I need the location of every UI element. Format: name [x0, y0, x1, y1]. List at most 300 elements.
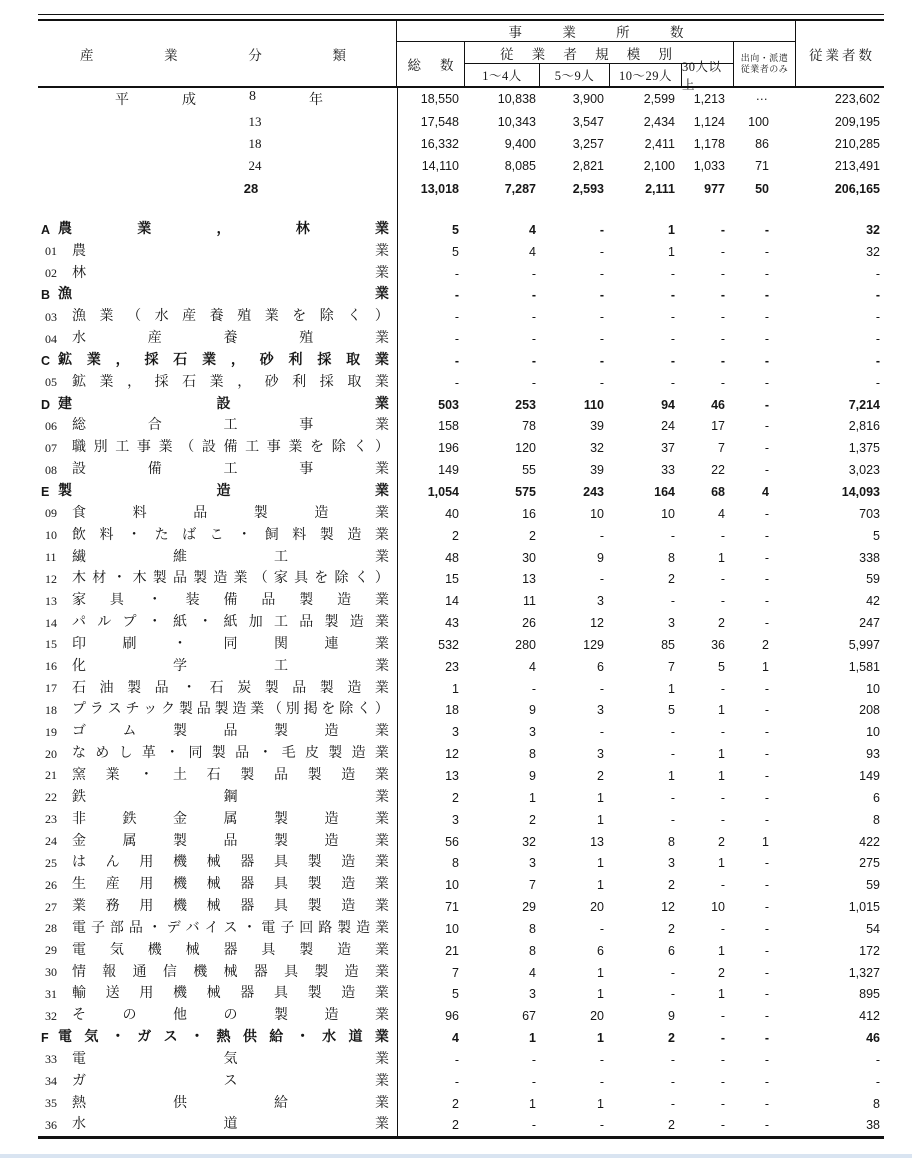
value-cell: 5 [452, 222, 459, 237]
value-cell: 1 [762, 834, 769, 849]
value-cell: - [670, 812, 675, 827]
value-cell: 172 [859, 943, 880, 958]
industry-label-cell [38, 306, 397, 328]
industry-label-cell [38, 743, 397, 765]
value-cell: - [875, 310, 880, 325]
year-row [38, 88, 884, 110]
value-cell: 3,900 [572, 92, 604, 107]
value-cell: 1 [597, 1096, 604, 1111]
value-cell: 3 [668, 856, 675, 871]
value-cell: 10 [866, 681, 880, 696]
value-cell: 6 [668, 943, 675, 958]
value-cell: - [720, 288, 725, 303]
value-cell: 36 [711, 637, 725, 652]
value-cell: 4 [529, 659, 536, 674]
value-cell: - [720, 594, 725, 609]
value-cell: 21 [445, 943, 459, 958]
value-cell: 2 [452, 790, 459, 805]
value-cell: 412 [859, 1009, 880, 1024]
industry-row [38, 416, 884, 438]
industry-row [38, 503, 884, 525]
industry-label-cell [38, 481, 397, 503]
industry-code: 03 [45, 309, 57, 324]
industry-label-cell [38, 765, 397, 787]
industry-row [38, 1115, 884, 1137]
value-cell: 10,838 [497, 92, 536, 107]
industry-code: 01 [45, 244, 57, 259]
value-cell: 1 [597, 878, 604, 893]
industry-code: 13 [45, 593, 57, 608]
value-cell: - [720, 572, 725, 587]
value-cell: 247 [859, 616, 880, 631]
year-number: 24 [248, 158, 262, 174]
value-cell: 2 [529, 812, 536, 827]
value-cell: 30 [522, 550, 536, 565]
value-cell: - [720, 812, 725, 827]
value-cell: 2 [452, 528, 459, 543]
col-header-establishments [397, 21, 795, 42]
industry-label-cell [38, 1005, 397, 1027]
industry-code: 07 [45, 440, 57, 455]
industry-label: 漁 業 （ 水 産 養 殖 業 を 除 く ） [72, 309, 389, 325]
value-cell: 13 [522, 572, 536, 587]
value-cell: - [454, 288, 459, 303]
industry-label-cell [38, 852, 397, 874]
value-cell: - [531, 1118, 536, 1133]
col-header-size-10-29: 10〜29人 [610, 64, 682, 86]
value-cell: 7 [668, 659, 675, 674]
value-cell: 7 [452, 965, 459, 980]
value-cell: - [764, 856, 769, 871]
value-cell: 1 [529, 1031, 536, 1046]
industry-label-cell [38, 1027, 397, 1049]
industry-label: そ の 他 の 製 造 業 [72, 1008, 389, 1024]
value-cell: 6 [597, 943, 604, 958]
value-cell: 110 [583, 397, 604, 412]
value-cell: 10 [590, 506, 604, 521]
section-row [38, 1027, 884, 1049]
value-cell: - [764, 725, 769, 740]
industry-code: 32 [45, 1008, 57, 1023]
industry-row [38, 874, 884, 896]
value-cell: - [764, 375, 769, 390]
value-cell: - [531, 266, 536, 281]
value-cell: 10 [866, 725, 880, 740]
year-number: 13 [248, 113, 262, 129]
value-cell: 4 [529, 222, 536, 237]
value-cell: - [764, 1096, 769, 1111]
value-cell: 2 [718, 834, 725, 849]
industry-label-cell [38, 437, 397, 459]
industry-row [38, 940, 884, 962]
value-cell: 16 [522, 506, 536, 521]
industry-label-cell [38, 328, 397, 350]
industry-label: プ ラ ス チ ッ ク 製 品 製 造 業 （ 別 掲 を 除 く ） [72, 702, 389, 718]
value-cell: - [670, 965, 675, 980]
industry-code: 24 [45, 834, 57, 848]
value-cell: - [454, 332, 459, 347]
value-cell: 1,327 [848, 965, 880, 980]
value-cell: 977 [704, 181, 725, 196]
year-label-cell [38, 155, 397, 177]
industry-label-cell [38, 721, 397, 743]
value-cell: 7,287 [504, 181, 536, 196]
industry-code: 36 [45, 1117, 57, 1132]
industry-label-cell [38, 1115, 397, 1137]
industry-code: 10 [45, 528, 57, 543]
industry-label-cell [38, 1071, 397, 1093]
year-row [38, 155, 884, 177]
value-cell: - [599, 1074, 604, 1089]
industry-row [38, 437, 884, 459]
industry-row [38, 568, 884, 590]
industry-label: は ん 用 機 械 器 具 製 造 業 [72, 855, 389, 871]
table-sheet [38, 14, 884, 1139]
value-cell: 5,997 [848, 637, 880, 652]
industry-code: 23 [45, 812, 57, 827]
value-cell: - [764, 768, 769, 783]
bottom-rule [38, 1136, 884, 1139]
value-cell: 3 [668, 616, 675, 631]
value-cell: 895 [859, 987, 880, 1002]
value-cell: - [764, 812, 769, 827]
industry-code: D [41, 397, 51, 412]
industry-code: A [41, 222, 51, 237]
industry-label: 非 鉄 金 属 製 造 業 [72, 811, 389, 827]
year-label-cell [38, 88, 397, 110]
value-cell: - [875, 288, 880, 303]
value-cell: 503 [438, 397, 459, 412]
value-cell: 149 [859, 768, 880, 783]
value-cell: - [670, 1052, 675, 1067]
value-cell: 59 [866, 878, 880, 893]
industry-row [38, 372, 884, 394]
value-cell: 93 [866, 747, 880, 762]
value-cell: - [764, 1031, 769, 1046]
value-cell: 253 [515, 397, 536, 412]
value-cell: 223,602 [834, 92, 880, 107]
value-cell: 1,054 [427, 485, 459, 499]
by-employee-size-label: 従 業 者 規 模 別 [500, 46, 672, 62]
value-cell: 3,257 [572, 136, 604, 151]
industry-label-cell [38, 700, 397, 722]
table-body [38, 88, 884, 1136]
industry-label: 木 材 ・ 木 製 品 製 造 業 （ 家 具 を 除 く ） [72, 571, 389, 587]
value-cell: 94 [661, 397, 675, 412]
value-cell: - [670, 332, 675, 347]
value-cell: 1 [668, 768, 675, 783]
value-cell: 96 [445, 1009, 459, 1024]
value-cell: 4 [762, 485, 769, 499]
value-cell: 1 [597, 987, 604, 1002]
industry-label: 情 報 通 信 機 械 器 具 製 造 業 [72, 964, 389, 980]
value-cell: - [764, 310, 769, 325]
value-cell: 2 [668, 921, 675, 936]
value-cell: 16,332 [420, 136, 459, 151]
value-cell: 8 [668, 834, 675, 849]
industry-code: 11 [45, 550, 57, 565]
value-cell: - [599, 1118, 604, 1133]
industry-label-cell [38, 896, 397, 918]
industry-row [38, 547, 884, 569]
value-cell: - [875, 1052, 880, 1067]
value-cell: 10 [445, 878, 459, 893]
value-cell: - [764, 965, 769, 980]
col-header-industry-classification [38, 21, 397, 86]
value-cell: - [531, 1074, 536, 1089]
industry-row [38, 787, 884, 809]
value-cell: - [764, 528, 769, 543]
value-cell: 206,165 [834, 181, 880, 196]
industry-label: 家 具 ・ 装 備 品 製 造 業 [72, 593, 389, 609]
industry-label: 漁 業 [58, 287, 389, 303]
value-cell: 13 [590, 834, 604, 849]
value-cell: 86 [755, 136, 769, 151]
value-cell: 2 [452, 1096, 459, 1111]
value-cell: 20 [590, 1009, 604, 1024]
value-cell: - [720, 332, 725, 347]
value-cell: - [599, 310, 604, 325]
value-cell: 5 [452, 987, 459, 1002]
value-cell: 20 [590, 900, 604, 915]
value-cell: 5 [718, 659, 725, 674]
industry-label: 石 油 製 品 ・ 石 炭 製 品 製 造 業 [72, 680, 389, 696]
value-cell: - [454, 1074, 459, 1089]
value-cell: 17 [711, 419, 725, 434]
industry-label: 繊 維 工 業 [72, 549, 389, 565]
section-row [38, 394, 884, 416]
industry-row [38, 962, 884, 984]
value-cell: 55 [522, 463, 536, 478]
value-cell: - [670, 747, 675, 762]
value-cell: 1 [597, 965, 604, 980]
value-cell: - [670, 288, 675, 303]
value-cell: 12 [590, 616, 604, 631]
industry-code: 09 [45, 506, 57, 521]
value-cell: 78 [522, 419, 536, 434]
value-cell: - [454, 310, 459, 325]
value-cell: 1,581 [848, 659, 880, 674]
industry-code: 26 [45, 877, 57, 892]
industry-row [38, 612, 884, 634]
industry-code: 17 [45, 681, 57, 696]
value-cell: - [720, 790, 725, 805]
value-cell: - [599, 222, 604, 237]
industry-label: 水 産 養 殖 業 [72, 331, 389, 347]
value-cell: 71 [755, 159, 769, 174]
value-cell: - [764, 419, 769, 434]
value-cell: - [720, 878, 725, 893]
section-row [38, 284, 884, 306]
industry-label: 水 道 業 [72, 1117, 389, 1133]
col-header-size-5-9: 5〜9人 [540, 64, 610, 86]
industry-label-cell [38, 787, 397, 809]
value-cell: 1 [597, 790, 604, 805]
value-cell: 2 [718, 616, 725, 631]
value-cell: 43 [445, 616, 459, 631]
industry-label-cell [38, 874, 397, 896]
value-cell: - [764, 353, 769, 368]
value-cell: - [875, 375, 880, 390]
industry-code: 29 [45, 943, 57, 958]
value-cell: 1,178 [693, 136, 725, 151]
value-cell: - [531, 681, 536, 696]
value-cell: - [599, 725, 604, 740]
value-cell: 32 [522, 834, 536, 849]
value-cell: - [764, 1118, 769, 1133]
industry-label-cell [38, 372, 397, 394]
value-cell: 532 [438, 637, 459, 652]
page-edge-strip [0, 1154, 912, 1158]
value-cell: - [764, 572, 769, 587]
value-cell: 4 [529, 244, 536, 259]
value-cell: - [764, 244, 769, 259]
value-cell: 3,023 [848, 463, 880, 478]
value-cell: - [764, 397, 769, 412]
value-cell: 8 [529, 921, 536, 936]
value-cell: 2 [718, 965, 725, 980]
value-cell: 1,015 [848, 900, 880, 915]
industry-code: 05 [45, 375, 57, 390]
year-row [38, 133, 884, 155]
value-cell: 1,033 [693, 159, 725, 174]
industry-label: 設 備 工 事 業 [72, 462, 389, 478]
industry-code: C [41, 353, 51, 368]
value-cell: 2,434 [643, 114, 675, 129]
top-rule-outer [38, 14, 884, 15]
value-cell: 13 [445, 768, 459, 783]
value-cell: - [764, 703, 769, 718]
industry-label: 窯 業 ・ 土 石 製 品 製 造 業 [72, 767, 389, 783]
industry-row [38, 743, 884, 765]
industry-label: 輸 送 用 機 械 器 具 製 造 業 [72, 986, 389, 1002]
value-cell: 68 [711, 485, 725, 499]
value-cell: - [720, 725, 725, 740]
value-cell: 2,816 [848, 419, 880, 434]
industry-row [38, 918, 884, 940]
value-cell: 1 [597, 812, 604, 827]
industry-label-cell [38, 568, 397, 590]
value-cell: 39 [590, 419, 604, 434]
value-cell: 14 [445, 594, 459, 609]
value-cell: 10,343 [497, 114, 536, 129]
value-cell: 9 [597, 550, 604, 565]
value-cell: 59 [866, 572, 880, 587]
industry-code: 34 [45, 1074, 57, 1089]
value-cell: 2 [668, 878, 675, 893]
value-cell: 13,018 [420, 181, 459, 196]
value-cell: 8 [873, 812, 880, 827]
industry-label: 熱 供 給 業 [72, 1095, 389, 1111]
industry-code: 22 [45, 790, 57, 805]
industry-classification-label: 産 業 分 類 [80, 47, 346, 63]
value-cell: 1,375 [848, 441, 880, 456]
col-header-total [397, 42, 465, 86]
industry-code: 33 [45, 1052, 57, 1067]
value-cell: 338 [859, 550, 880, 565]
value-cell: 422 [859, 834, 880, 849]
value-cell: - [764, 900, 769, 915]
value-cell: - [670, 1096, 675, 1111]
year-row [38, 110, 884, 132]
value-cell: - [599, 288, 604, 303]
value-cell: - [670, 594, 675, 609]
value-cell: 1 [718, 747, 725, 762]
value-cell: 46 [866, 1031, 880, 1046]
value-cell: - [764, 747, 769, 762]
industry-label: 化 学 工 業 [72, 658, 389, 674]
value-cell: - [764, 987, 769, 1002]
value-cell: 9 [668, 1009, 675, 1024]
industry-row [38, 1093, 884, 1115]
value-cell: 8 [529, 943, 536, 958]
value-cell: 39 [590, 463, 604, 478]
industry-label-cell [38, 612, 397, 634]
industry-label: 農 業 ， 林 業 [58, 221, 389, 237]
value-cell: 1,213 [693, 92, 725, 107]
year-label-cell [38, 133, 397, 155]
value-cell: 1 [718, 943, 725, 958]
establishments-label: 事 業 所 数 [508, 25, 684, 40]
industry-label: な め し 革 ・ 同 製 品 ・ 毛 皮 製 造 業 [72, 746, 389, 762]
value-cell: - [599, 332, 604, 347]
industry-row [38, 656, 884, 678]
value-cell: - [764, 616, 769, 631]
value-cell: - [599, 921, 604, 936]
value-cell: - [720, 681, 725, 696]
industry-row [38, 634, 884, 656]
industry-row [38, 263, 884, 285]
value-cell: - [670, 790, 675, 805]
value-cell: 1 [718, 768, 725, 783]
industry-label-cell [38, 940, 397, 962]
section-row [38, 219, 884, 241]
value-cell: 3 [452, 812, 459, 827]
value-cell: - [720, 1009, 725, 1024]
value-cell: 3 [529, 725, 536, 740]
value-cell: - [670, 375, 675, 390]
value-cell: - [720, 1118, 725, 1133]
value-cell: 7 [529, 878, 536, 893]
value-cell: 4 [452, 1031, 459, 1046]
value-cell: 243 [583, 485, 604, 499]
value-cell: 575 [515, 485, 536, 499]
industry-label-cell [38, 459, 397, 481]
industry-code: 28 [45, 921, 57, 936]
value-cell: 209,195 [834, 114, 880, 129]
dispatched-label-line2: 従業者のみ [740, 64, 789, 74]
value-cell: - [720, 528, 725, 543]
value-cell: - [599, 266, 604, 281]
value-cell: - [720, 1031, 725, 1046]
value-cell: 280 [515, 637, 536, 652]
era-year-label: 平 成 8 年 [115, 89, 323, 109]
value-cell: - [764, 1052, 769, 1067]
value-cell: - [531, 375, 536, 390]
value-cell: - [875, 266, 880, 281]
value-cell: 2,821 [572, 159, 604, 174]
industry-code: 15 [45, 637, 57, 652]
value-cell: 2 [668, 572, 675, 587]
industry-label: 鉱 業 ， 採 石 業 ， 砂 利 採 取 業 [72, 374, 389, 390]
value-cell: 1,124 [693, 114, 725, 129]
industry-code: E [41, 485, 50, 499]
value-cell: 2 [452, 1118, 459, 1133]
value-cell: 24 [661, 419, 675, 434]
value-cell: 18 [445, 703, 459, 718]
industry-label-cell [38, 219, 397, 241]
value-cell: 32 [866, 222, 880, 237]
